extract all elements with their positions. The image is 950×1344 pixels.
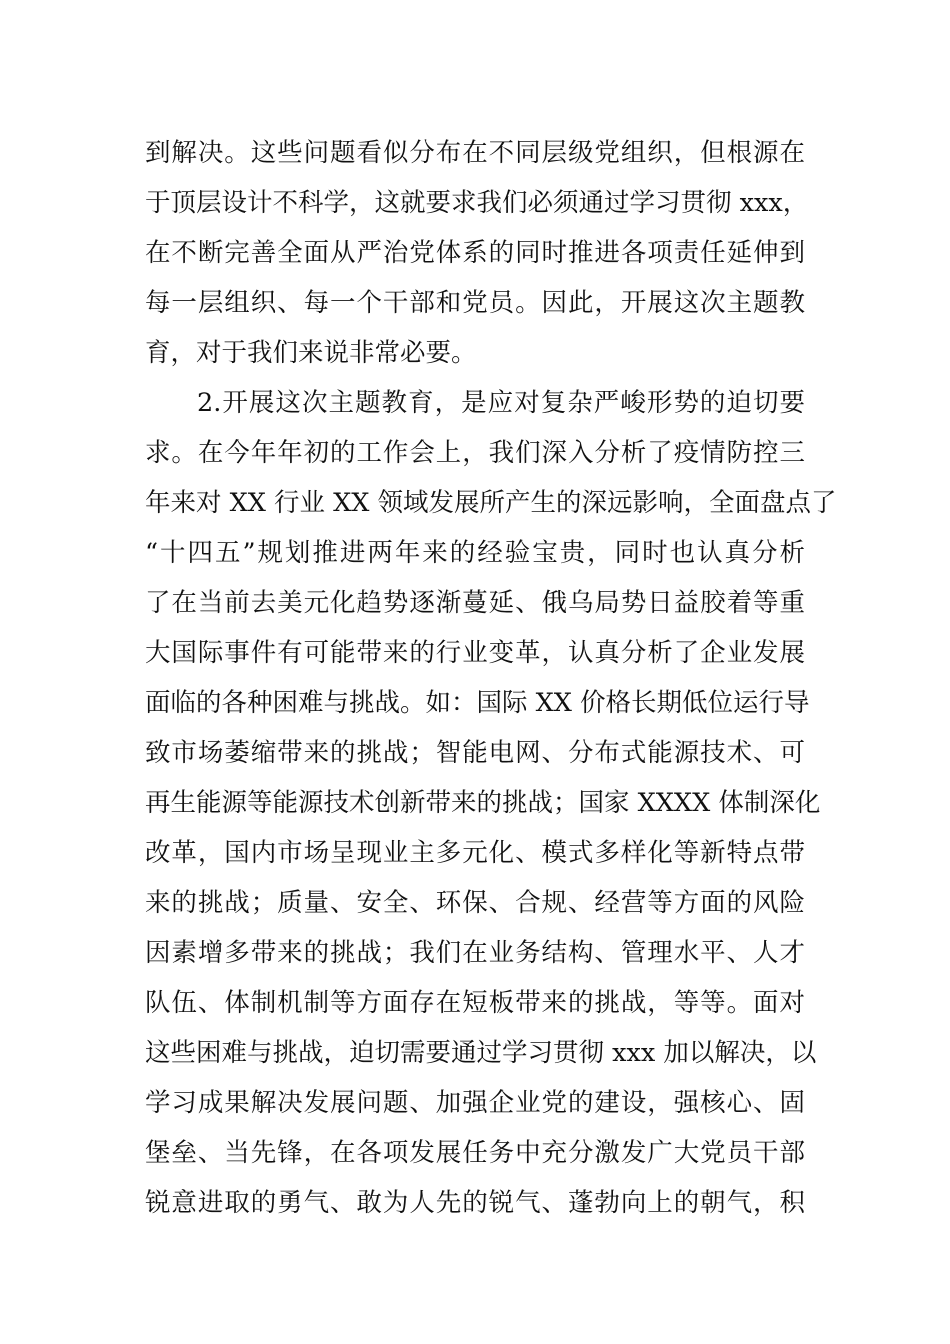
text-line-11: 大国际事件有可能带来的行业变革，认真分析了企业发展 (145, 638, 805, 668)
text-line-21: 堡垒、当先锋，在各项发展任务中充分激发广大党员干部 (145, 1138, 805, 1168)
text-line-6: 2.开展这次主题教育，是应对复杂严峻形势的迫切要 (197, 388, 805, 418)
text-line-3: 在不断完善全面从严治党体系的同时推进各项责任延伸到 (145, 238, 805, 268)
text-line-8: 年来对 XX 行业 XX 领域发展所产生的深远影响，全面盘点了 (145, 488, 837, 518)
text-line-10: 了在当前去美元化趋势逐渐蔓延、俄乌局势日益胶着等重 (145, 588, 805, 618)
text-line-7: 求。在今年年初的工作会上，我们深入分析了疫情防控三 (145, 438, 805, 468)
text-line-2: 于顶层设计不科学，这就要求我们必须通过学习贯彻 xxx， (145, 188, 809, 218)
text-line-22: 锐意进取的勇气、敢为人先的锐气、蓬勃向上的朝气，积 (145, 1188, 805, 1218)
text-line-1: 到解决。这些问题看似分布在不同层级党组织，但根源在 (145, 138, 805, 168)
text-line-16: 来的挑战；质量、安全、环保、合规、经营等方面的风险 (145, 888, 805, 918)
text-line-5: 育，对于我们来说非常必要。 (145, 338, 477, 368)
text-line-20: 学习成果解决发展问题、加强企业党的建设，强核心、固 (145, 1088, 805, 1118)
text-line-15: 改革，国内市场呈现业主多元化、模式多样化等新特点带 (145, 838, 805, 868)
text-line-14: 再生能源等能源技术创新带来的挑战；国家 XXXX 体制深化 (145, 788, 821, 818)
text-line-19: 这些困难与挑战，迫切需要通过学习贯彻 xxx 加以解决，以 (145, 1038, 817, 1068)
text-line-4: 每一层组织、每一个干部和党员。因此，开展这次主题教 (145, 288, 805, 318)
text-line-12: 面临的各种困难与挑战。如：国际 XX 价格长期低位运行导 (145, 688, 810, 718)
text-line-17: 因素增多带来的挑战；我们在业务结构、管理水平、人才 (145, 938, 805, 968)
text-line-13: 致市场萎缩带来的挑战；智能电网、分布式能源技术、可 (145, 738, 805, 768)
text-line-18: 队伍、体制机制等方面存在短板带来的挑战，等等。面对 (145, 988, 805, 1018)
text-line-9: “十四五”规划推进两年来的经验宝贵，同时也认真分析 (145, 538, 805, 568)
